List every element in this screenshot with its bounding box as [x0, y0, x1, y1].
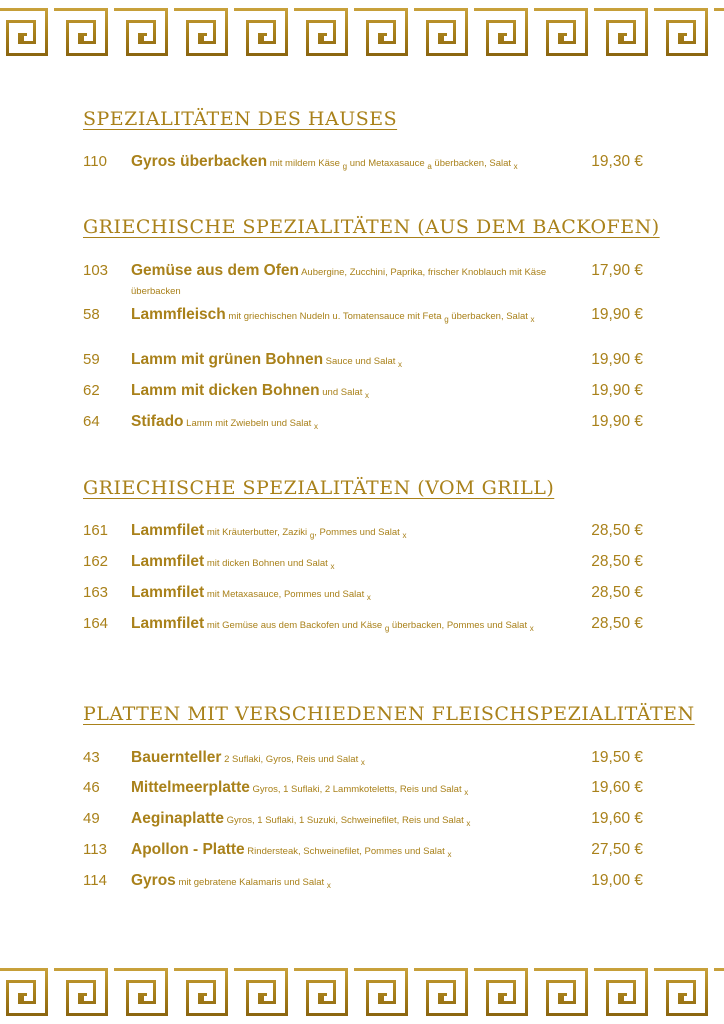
item-description — [267, 158, 518, 169]
item-number: 58 — [83, 306, 100, 323]
description-text: überbacken, Salat — [448, 311, 531, 322]
item-body — [131, 262, 563, 300]
item-name: Lammfleisch — [131, 306, 226, 323]
item-number: 110 — [83, 153, 107, 170]
description-text: mit Metaxasauce, Pommes und Salat — [204, 589, 367, 600]
item-description — [323, 356, 402, 367]
item-number: 49 — [83, 810, 100, 827]
item-body — [131, 413, 563, 432]
description-text: und Metaxasauce — [347, 158, 428, 169]
allergen-code: x — [402, 531, 407, 540]
item-body — [131, 584, 563, 603]
item-body — [131, 382, 563, 401]
description-text: mit gebratene Kalamaris und Salat — [175, 877, 327, 888]
item-name: Lammfilet — [131, 522, 205, 539]
item-number: 46 — [83, 779, 100, 796]
item-name: Lamm mit dicken Bohnen — [131, 382, 320, 399]
section-title-platters: PLATTEN MIT VERSCHIEDENEN FLEISCHSPEZIALITÄTEN — [83, 703, 695, 725]
allergen-code: a — [427, 162, 432, 171]
item-number: 62 — [83, 382, 100, 399]
section-title-grill-specials: GRIECHISCHE SPEZIALITÄTEN (VOM GRILL) — [83, 477, 555, 499]
description-text: mit Gemüse aus dem Backofen und Käse — [204, 620, 385, 631]
item-description — [204, 620, 534, 631]
description-text: Rindersteak, Schweinefilet, Pommes und Salat — [244, 846, 448, 857]
item-price: 28,50 € — [591, 615, 643, 632]
item-body — [131, 351, 563, 370]
description-text: , Pommes und Salat — [314, 527, 403, 538]
item-description — [224, 815, 470, 826]
allergen-code: x — [326, 881, 331, 890]
item-name: Lammfilet — [131, 584, 205, 601]
item-number: 161 — [83, 522, 109, 539]
allergen-code: g — [342, 162, 348, 171]
description-text: mit mildem Käse — [267, 158, 343, 169]
description-text: mit griechischen Nudeln u. Tomatensauce mit Feta — [225, 311, 445, 322]
item-price: 19,60 € — [591, 810, 643, 827]
item-description — [204, 589, 371, 600]
item-description — [204, 527, 406, 538]
description-text: mit dicken Bohnen und Salat — [204, 558, 331, 569]
item-name: Gemüse aus dem Ofen — [131, 262, 299, 279]
item-description — [250, 784, 468, 795]
item-number: 64 — [83, 413, 100, 430]
item-price: 27,50 € — [591, 841, 643, 858]
allergen-code: x — [447, 850, 452, 859]
allergen-code: x — [398, 360, 403, 369]
item-description — [221, 754, 364, 765]
item-name: Gyros überbacken — [131, 153, 268, 170]
allergen-code: x — [464, 788, 469, 797]
item-price: 19,60 € — [591, 779, 643, 796]
allergen-code: g — [309, 531, 315, 540]
item-body — [131, 153, 563, 172]
allergen-code: x — [360, 758, 365, 767]
item-description — [320, 387, 369, 398]
description-text: 2 Suflaki, Gyros, Reis und Salat — [221, 754, 361, 765]
description-text: Gyros, 1 Suflaki, 1 Suzuki, Schweinefilet, Reis und Salat — [224, 815, 467, 826]
item-price: 17,90 € — [591, 262, 643, 279]
item-number: 162 — [83, 553, 109, 570]
item-number: 59 — [83, 351, 100, 368]
item-name: Gyros — [131, 872, 176, 889]
item-name: Mittelmeerplatte — [131, 779, 250, 796]
item-price: 28,50 € — [591, 522, 643, 539]
item-number: 164 — [83, 615, 109, 632]
item-name: Lammfilet — [131, 553, 205, 570]
item-description — [204, 558, 334, 569]
item-number: 113 — [83, 841, 107, 858]
item-name: Lamm mit grünen Bohnen — [131, 351, 324, 368]
description-text: überbacken, Pommes und Salat — [389, 620, 530, 631]
allergen-code: x — [529, 624, 534, 633]
item-name: Bauernteller — [131, 749, 222, 766]
item-description — [176, 877, 331, 888]
description-text: mit Kräuterbutter, Zaziki — [204, 527, 310, 538]
item-description — [226, 311, 535, 322]
allergen-code: x — [513, 162, 518, 171]
item-name: Aeginaplatte — [131, 810, 225, 827]
description-text: und Salat — [319, 387, 366, 398]
item-description — [245, 846, 452, 857]
description-text: Sauce und Salat — [323, 356, 399, 367]
description-text: überbacken, Salat — [431, 158, 514, 169]
item-body — [131, 522, 563, 541]
item-name: Apollon - Platte — [131, 841, 245, 858]
item-price: 19,90 € — [591, 382, 643, 399]
item-body — [131, 553, 563, 572]
item-price: 28,50 € — [591, 584, 643, 601]
allergen-code: x — [330, 562, 335, 571]
allergen-code: g — [444, 315, 449, 324]
item-price: 19,90 € — [591, 306, 643, 323]
item-price: 19,90 € — [591, 413, 643, 430]
item-price: 19,90 € — [591, 351, 643, 368]
item-name: Lammfilet — [131, 615, 205, 632]
allergen-code: g — [384, 624, 390, 633]
item-price: 28,50 € — [591, 553, 643, 570]
item-name: Stifado — [131, 413, 184, 430]
item-price: 19,30 € — [591, 153, 643, 170]
item-body — [131, 872, 563, 891]
description-text: Gyros, 1 Suflaki, 2 Lammkoteletts, Reis und Salat — [249, 784, 465, 795]
item-description — [184, 418, 318, 429]
item-body — [131, 810, 563, 829]
allergen-code: x — [466, 819, 471, 828]
section-title-oven-specials: GRIECHISCHE SPEZIALITÄTEN (AUS DEM BACKOFEN) — [83, 216, 660, 238]
item-body — [131, 841, 563, 860]
allergen-code: x — [366, 593, 371, 602]
item-number: 163 — [83, 584, 109, 601]
item-number: 114 — [83, 872, 107, 889]
item-body — [131, 615, 563, 634]
item-number: 43 — [83, 749, 100, 766]
allergen-code: x — [313, 422, 318, 431]
item-body — [131, 306, 563, 325]
description-text: Lamm mit Zwiebeln und Salat — [183, 418, 314, 429]
section-title-house-specials: SPEZIALITÄTEN DES HAUSES — [83, 108, 398, 130]
description-text: Aubergine, Zucchini, Paprika, frischer Knoblauch mit Käse überbacken — [131, 267, 547, 297]
allergen-code: x — [365, 391, 370, 400]
item-body — [131, 749, 563, 768]
item-price: 19,00 € — [591, 872, 643, 889]
allergen-code: x — [530, 315, 535, 324]
item-body — [131, 779, 563, 798]
item-price: 19,50 € — [591, 749, 643, 766]
item-number: 103 — [83, 262, 109, 279]
